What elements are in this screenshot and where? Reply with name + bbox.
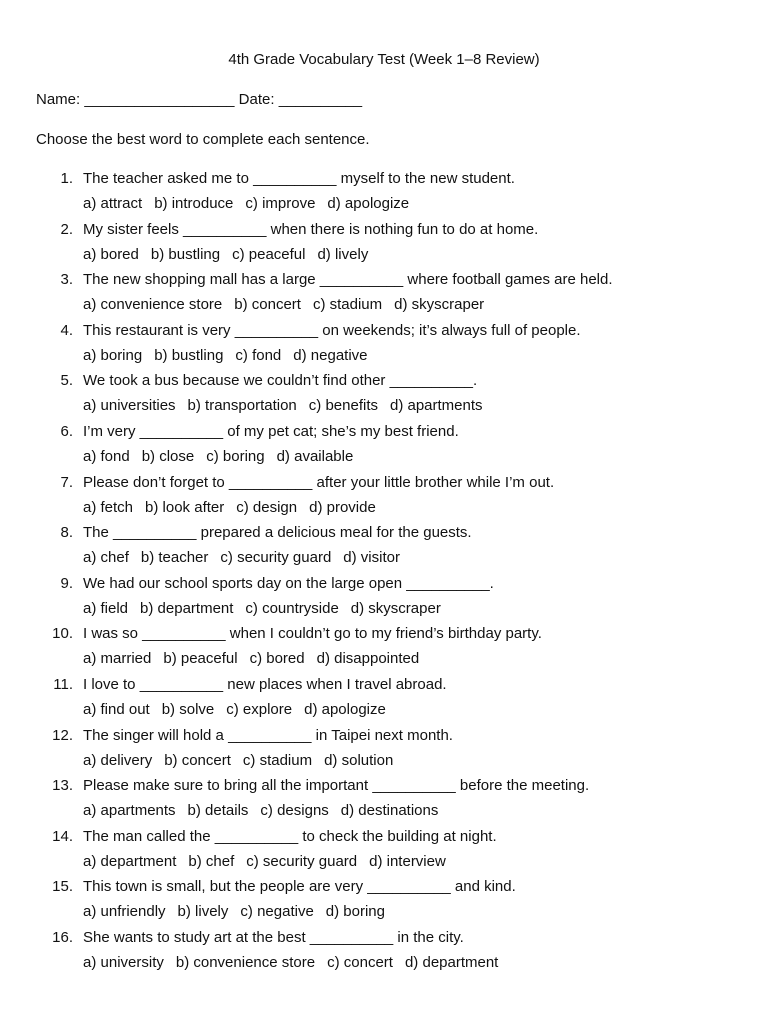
answer-option: a) universities: [83, 397, 176, 415]
answer-option: a) field: [83, 599, 129, 617]
answer-options: [83, 548, 412, 568]
answer-option: a) find out: [83, 700, 150, 718]
answer-option: d) apologize: [327, 195, 410, 212]
question-number: 6.: [60, 422, 73, 440]
question-number: 9.: [60, 574, 73, 592]
answer-option: c) security guard: [246, 852, 358, 870]
question-text: The man called the __________ to check the building at night.: [83, 827, 497, 845]
answer-option: c) stadium: [312, 296, 383, 314]
question-text: The new shopping mall has a large __________ where football games are held.: [83, 271, 613, 289]
question-item: [0, 574, 768, 625]
answer-option: c) design: [236, 498, 298, 516]
answer-option: a) attract: [83, 195, 143, 212]
question-item: [0, 624, 768, 675]
answer-options: [83, 649, 431, 669]
question-number: 11.: [53, 675, 73, 693]
answer-option: b) lively: [177, 903, 229, 921]
answer-option: a) bored: [83, 245, 139, 263]
answer-options: [83, 295, 496, 315]
question-item: [0, 220, 768, 271]
answer-option: d) available: [276, 447, 354, 465]
question-text: Please don’t forget to __________ after your little brother while I’m out.: [83, 473, 555, 491]
question-list: [0, 169, 768, 979]
question-number: 10.: [52, 625, 73, 643]
answer-option: b) look after: [145, 498, 225, 516]
answer-option: b) details: [187, 802, 249, 820]
answer-options: [83, 346, 380, 366]
answer-option: d) disappointed: [316, 650, 420, 668]
answer-options: [83, 396, 495, 416]
question-item: [0, 776, 768, 827]
answer-option: a) department: [83, 852, 177, 870]
question-item: [0, 321, 768, 372]
answer-option: c) fond: [235, 346, 282, 364]
answer-option: b) bustling: [150, 245, 221, 263]
answer-option: a) chef: [83, 549, 129, 567]
instructions: Choose the best word to complete each sentence.: [36, 131, 370, 148]
answer-option: d) skyscraper: [394, 296, 485, 314]
answer-option: d) skyscraper: [350, 599, 441, 617]
answer-option: b) transportation: [187, 397, 297, 415]
question-item: [0, 270, 768, 321]
answer-option: b) convenience store: [175, 953, 316, 971]
answer-option: c) improve: [245, 195, 316, 212]
question-item: [0, 877, 768, 928]
question-text: This restaurant is very __________ on weekends; it’s always full of people.: [83, 321, 581, 339]
answer-option: d) provide: [309, 498, 376, 516]
answer-option: c) designs: [260, 802, 329, 820]
question-item: [0, 473, 768, 524]
question-item: [0, 928, 768, 979]
answer-option: a) convenience store: [83, 296, 223, 314]
question-text: The teacher asked me to __________ myself to the new student.: [83, 170, 515, 187]
question-text: We had our school sports day on the large open __________.: [83, 574, 494, 592]
answer-options: [83, 953, 510, 973]
answer-option: d) solution: [324, 751, 394, 769]
question-text: My sister feels __________ when there is nothing fun to do at home.: [83, 220, 539, 238]
answer-options: [83, 902, 397, 922]
answer-option: b) concert: [234, 296, 301, 314]
answer-option: d) department: [404, 953, 499, 971]
answer-option: d) lively: [317, 245, 369, 263]
answer-option: a) fetch: [83, 498, 134, 516]
question-item: [0, 371, 768, 422]
question-number: 16.: [52, 928, 73, 946]
question-number: 5.: [60, 372, 73, 390]
answer-option: a) delivery: [83, 751, 153, 769]
answer-option: b) solve: [161, 700, 215, 718]
question-item: [0, 675, 768, 726]
answer-option: b) introduce: [154, 195, 234, 212]
answer-options: [83, 700, 398, 720]
question-number: 14.: [52, 827, 73, 845]
answer-option: d) boring: [325, 903, 385, 921]
question-number: 4.: [60, 321, 73, 339]
question-item: [0, 169, 768, 220]
question-number: 12.: [52, 726, 73, 744]
answer-option: c) concert: [327, 953, 393, 971]
answer-option: a) apartments: [83, 802, 176, 820]
answer-options: [83, 801, 450, 821]
question-number: 15.: [52, 878, 73, 896]
answer-options: [83, 245, 380, 265]
answer-options: [83, 498, 388, 518]
question-text: Please make sure to bring all the important __________ before the meeting.: [83, 777, 590, 795]
answer-options: [83, 194, 421, 214]
question-number: 8.: [60, 524, 73, 542]
page-title: 4th Grade Vocabulary Test (Week 1–8 Review): [228, 51, 540, 68]
question-number: 2.: [60, 220, 73, 238]
question-number: 1.: [60, 170, 73, 187]
answer-option: a) married: [83, 650, 152, 668]
question-number: 3.: [60, 271, 73, 289]
answer-option: d) interview: [369, 852, 446, 870]
question-text: I was so __________ when I couldn’t go to my friend’s birthday party.: [83, 625, 542, 643]
question-text: I love to __________ new places when I travel abroad.: [83, 675, 447, 693]
answer-option: b) bustling: [154, 346, 224, 364]
question-text: The singer will hold a __________ in Taipei next month.: [83, 726, 453, 744]
answer-option: a) unfriendly: [83, 903, 166, 921]
answer-option: d) visitor: [343, 549, 400, 567]
question-item: [0, 523, 768, 574]
answer-option: c) countryside: [245, 599, 339, 617]
answer-option: b) chef: [188, 852, 235, 870]
question-number: 7.: [60, 473, 73, 491]
question-text: I’m very __________ of my pet cat; she’s my best friend.: [83, 422, 459, 440]
answer-option: c) stadium: [242, 751, 313, 769]
question-text: This town is small, but the people are very __________ and kind.: [83, 878, 516, 896]
answer-option: c) negative: [240, 903, 314, 921]
answer-option: c) explore: [226, 700, 293, 718]
question-text: She wants to study art at the best __________ in the city.: [83, 928, 464, 946]
answer-option: c) peaceful: [232, 245, 306, 263]
answer-options: [83, 447, 365, 467]
answer-option: c) benefits: [308, 397, 378, 415]
answer-option: b) department: [140, 599, 234, 617]
question-text: The __________ prepared a delicious meal for the guests.: [83, 524, 472, 542]
question-text: We took a bus because we couldn’t find other __________.: [83, 372, 478, 390]
answer-option: c) boring: [206, 447, 265, 465]
answer-options: [83, 599, 453, 619]
answer-option: d) apartments: [389, 397, 483, 415]
answer-option: b) close: [141, 447, 195, 465]
answer-option: c) bored: [249, 650, 305, 668]
answer-option: c) security guard: [220, 549, 332, 567]
answer-option: a) boring: [83, 346, 143, 364]
answer-options: [83, 852, 458, 872]
question-item: [0, 827, 768, 878]
answer-option: d) negative: [293, 346, 368, 364]
answer-option: d) apologize: [304, 700, 386, 718]
question-item: [0, 422, 768, 473]
question-number: 13.: [52, 777, 73, 795]
answer-options: [83, 751, 405, 771]
answer-option: d) destinations: [340, 802, 439, 820]
answer-option: b) peaceful: [163, 650, 238, 668]
answer-option: a) fond: [83, 447, 130, 465]
name-date-line: Name: __________________ Date: __________: [36, 91, 363, 108]
question-item: [0, 726, 768, 777]
answer-option: b) concert: [164, 751, 231, 769]
answer-option: a) university: [83, 953, 164, 971]
answer-option: b) teacher: [140, 549, 209, 567]
